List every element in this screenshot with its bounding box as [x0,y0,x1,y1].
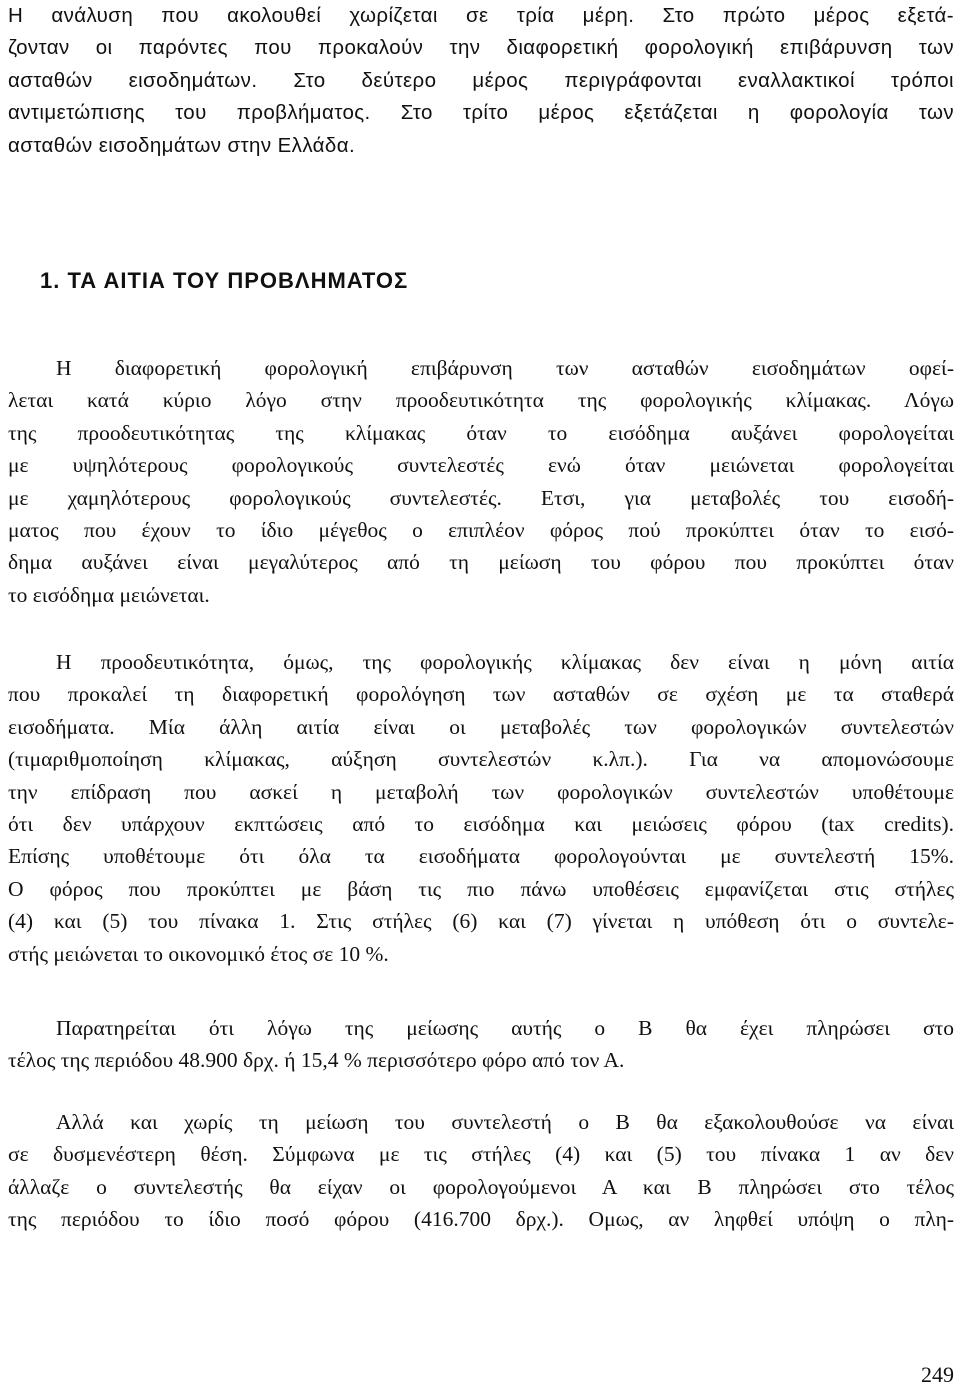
paragraph-causes [8,352,954,611]
section-heading: 1. ΤΑ ΑΙΤΙΑ ΤΟΥ ΠΡΟΒΛΗΜΑΤΟΣ [40,268,409,293]
intro-paragraph [8,0,954,162]
text-line: αντιμετώπισης του προβλήματος. Στο τρίτο μέρος εξετάζεται η φορολογία των [8,101,954,125]
text-line: άλλαζε ο συντελεστής θα είχαν οι φορολογούμενοι Α και Β πληρώσει στο τέλος [8,1174,954,1199]
text-line: δημα αυξάνει είναι μεγαλύτερος από τη μείωση του φόρου που προκύπτει όταν [8,550,954,575]
text-line: λεται κατά κύριο λόγο στην προοδευτικότητα της φορολογικής κλίμακας. Λόγω [8,388,954,413]
text-line: Η ανάλυση που ακολουθεί χωρίζεται σε τρία μέρη. Στο πρώτο μέρος εξετά- [8,4,954,27]
paragraph-without-reduction [8,1106,954,1236]
text-line: ασταθών εισοδημάτων. Στο δεύτερο μέρος περιγράφονται εναλλακτικοί τρόποι [8,68,954,92]
text-line: ότι δεν υπάρχουν εκπτώσεις από το εισόδημα και μειώσεις φόρου (tax credits). [8,812,954,837]
text-line: ασταθών εισοδημάτων στην Ελλάδα. [8,133,356,157]
text-line: με υψηλότερους φορολογικούς συντελεστές ενώ όταν μειώνεται φορολογείται [8,453,954,478]
text-line: ματος που έχουν το ίδιο μέγεθος ο επιπλέον φόρος πού προκύπτει όταν το εισό- [8,518,954,543]
page-number: 249 [921,1362,954,1387]
text-line: το εισόδημα μειώνεται. [8,582,210,607]
text-line: Αλλά και χωρίς τη μείωση του συντελεστή ο Β θα εξακολουθούσε να είναι [56,1110,954,1134]
text-line: που προκαλεί τη διαφορετική φορολόγηση των ασταθών σε σχέση με τα σταθερά [8,682,954,707]
text-line: (4) και (5) του πίνακα 1. Στις στήλες (6) και (7) γίνεται η υπόθεση ότι ο συντελε- [8,909,954,934]
text-line: Η διαφορετική φορολογική επιβάρυνση των ασταθών εισοδημάτων οφεί- [56,356,954,380]
text-line: της προοδευτικότητας της κλίμακας όταν το εισόδημα αυξάνει φορολογείται [8,420,954,445]
text-line: Ο φόρος που προκύπτει με βάση τις πιο πάνω υποθέσεις εμφανίζεται στις στήλες [8,876,954,901]
text-line: την επίδραση που ασκεί η μεταβολή των φορολογικών συντελεστών υποθέτουμε [8,779,954,804]
text-line: τέλος της περιόδου 48.900 δρχ. ή 15,4 % περισσότερο φόρο από τον Α. [8,1048,625,1073]
text-line: με χαμηλότερους φορολογικούς συντελεστές. Ετσι, για μεταβολές του εισοδή- [8,485,954,510]
text-line: (τιμαριθμοποίηση κλίμακας, αύξηση συντελεστών κ.λπ.). Για να απομονώσουμε [8,747,954,772]
text-line: Επίσης υποθέτουμε ότι όλα τα εισοδήματα φορολογούνται με συντελεστή 15%. [8,844,954,869]
paragraph-rate-changes [8,646,954,970]
text-line: ζονταν οι παρόντες που προκαλούν την διαφορετική φορολογική επιβάρυνση των [8,36,954,60]
text-line: στής μειώνεται το οικονομικό έτος σε 10 %. [8,941,389,966]
text-line: σε δυσμενέστερη θέση. Σύμφωνα με τις στήλες (4) και (5) του πίνακα 1 αν δεν [8,1142,954,1167]
text-line: εισοδήματα. Μία άλλη αιτία είναι οι μεταβολές των φορολογικών συντελεστών [8,714,954,739]
text-line: της περιόδου το ίδιο ποσό φόρου (416.700 δρχ.). Ομως, αν ληφθεί υπόψη ο πλη- [8,1207,954,1232]
text-line: Η προοδευτικότητα, όμως, της φορολογικής κλίμακας δεν είναι η μόνη αιτία [56,650,954,674]
text-line: Παρατηρείται ότι λόγω της μείωσης αυτής ο Β θα έχει πληρώσει στο [56,1016,954,1040]
paragraph-observation [8,1012,954,1077]
